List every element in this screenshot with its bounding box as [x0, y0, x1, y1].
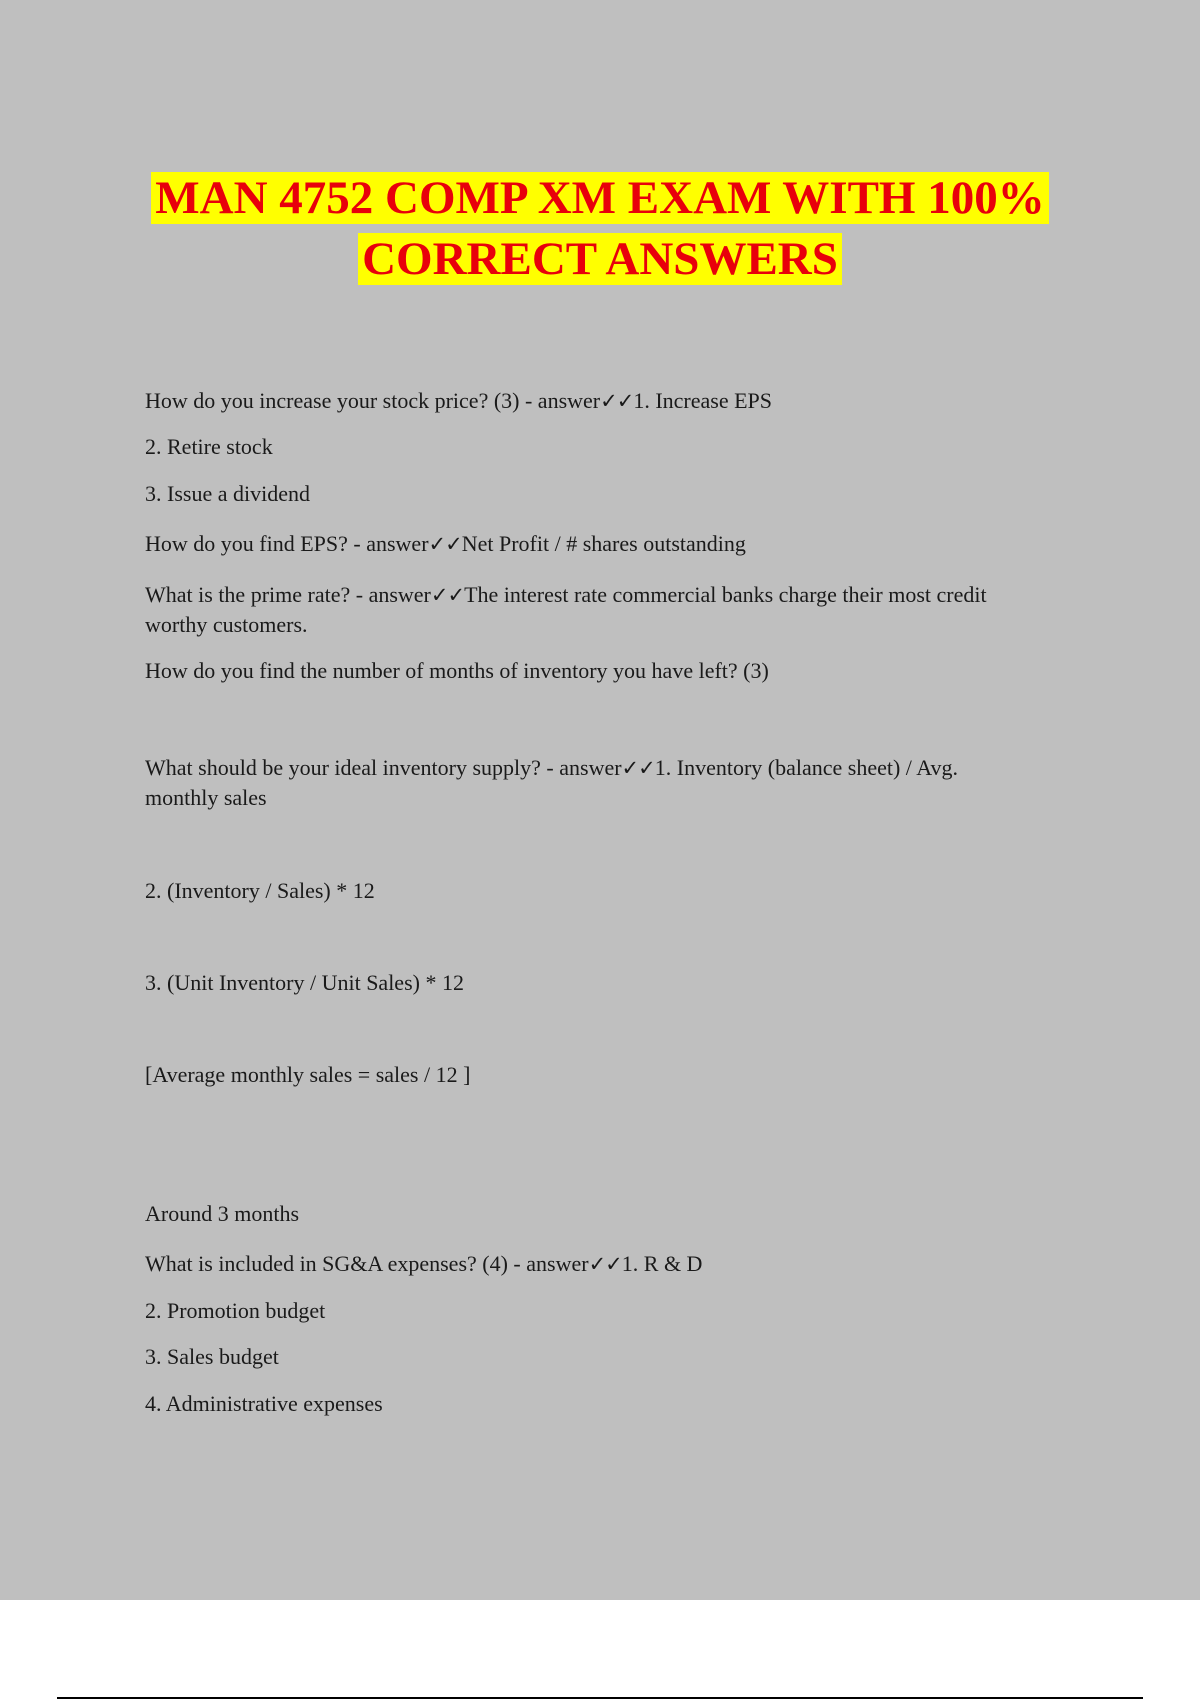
answer-item: 2. Promotion budget	[145, 1298, 326, 1323]
answer-ideal-supply: Around 3 months	[145, 1201, 299, 1226]
document-title	[0, 168, 1200, 290]
question-ideal-inventory: What should be your ideal inventory supply? - answer✓✓1. Inventory (balance sheet) / Avg.	[145, 755, 958, 780]
check-mark-icon: ✓✓	[588, 1252, 622, 1276]
question-prime-rate: What is the prime rate? - answer✓✓The interest rate commercial banks charge their most credit	[145, 582, 987, 607]
title-line-1: MAN 4752 COMP XM EXAM WITH 100%	[151, 172, 1048, 224]
answer-note: [Average monthly sales = sales / 12 ]	[145, 1062, 471, 1087]
check-mark-icon: ✓✓	[600, 389, 634, 413]
answer-item: 2. Retire stock	[145, 434, 273, 459]
check-mark-icon: ✓✓	[430, 583, 465, 607]
answer-continuation: monthly sales	[145, 785, 267, 810]
question-months-inventory: How do you find the number of months of inventory you have left? (3)	[145, 658, 769, 683]
answer-item: 4. Administrative expenses	[145, 1391, 383, 1416]
question-stock-price: How do you increase your stock price? (3) - answer✓✓1. Increase EPS	[145, 388, 773, 413]
question-eps: How do you find EPS? - answer✓✓Net Profit / # shares outstanding	[145, 531, 746, 556]
answer-continuation: worthy customers.	[145, 612, 308, 637]
answer-item: 3. Sales budget	[145, 1344, 279, 1369]
answer-item: 2. (Inventory / Sales) * 12	[145, 878, 375, 903]
title-line-2: CORRECT ANSWERS	[358, 233, 842, 285]
answer-item: 3. Issue a dividend	[145, 481, 310, 506]
check-mark-icon: ✓✓	[621, 756, 655, 780]
answer-item: 3. (Unit Inventory / Unit Sales) * 12	[145, 970, 464, 995]
question-sga-expenses: What is included in SG&A expenses? (4) - answer✓✓1. R & D	[145, 1251, 703, 1276]
check-mark-icon: ✓✓	[428, 532, 462, 556]
footer-divider	[57, 1697, 1143, 1699]
